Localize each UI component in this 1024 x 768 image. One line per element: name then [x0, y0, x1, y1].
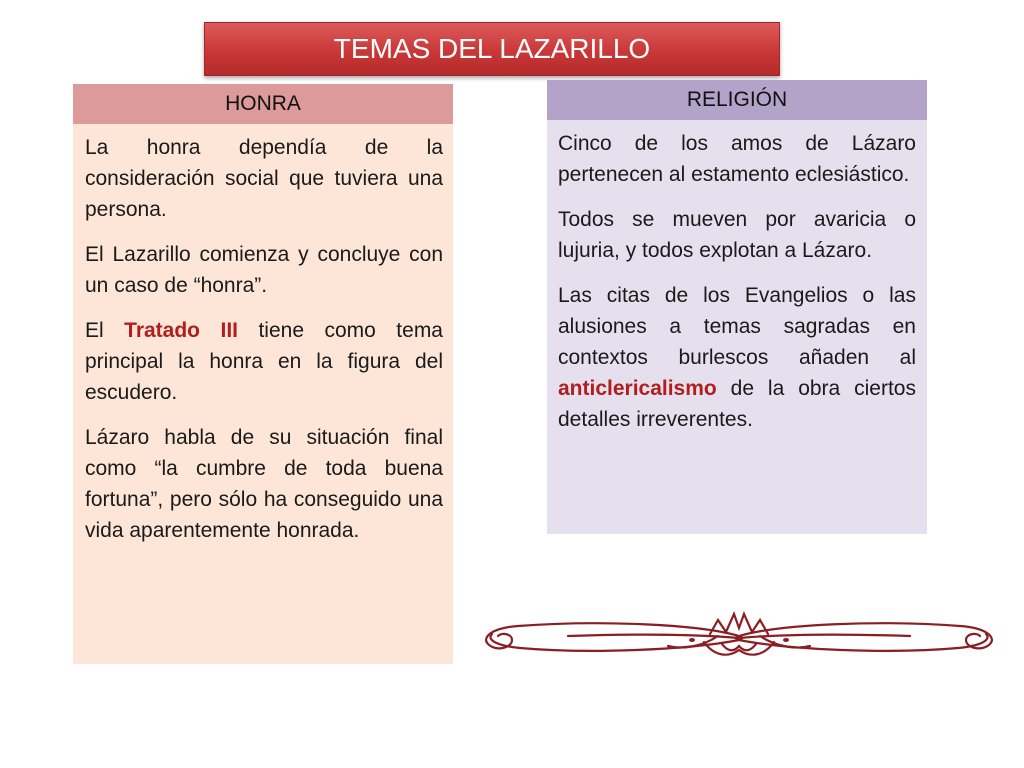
religion-paragraph-2: Todos se mueven por avaricia o lujuria, y todos explotan a Lázaro. [558, 208, 916, 262]
religion-p3-text-after: de la obra ciertos detalles irreverentes. [558, 377, 916, 431]
flourish-divider-icon [478, 606, 1000, 664]
religion-paragraph-3 [558, 280, 916, 435]
honra-paragraph-1: La honra dependía de la consideración social que tuviera una persona. [85, 136, 443, 221]
religion-paragraph-1: Cinco de los amos de Lázaro pertenecen al estamento eclesiástico. [558, 132, 916, 186]
religion-panel [547, 80, 927, 534]
honra-body [73, 124, 453, 664]
honra-paragraph-3 [85, 315, 443, 408]
honra-paragraph-4: Lázaro habla de su situación final como “la cumbre de toda buena fortuna”, pero sólo ha conseguido una vida aparentemente honrada. [85, 426, 443, 542]
honra-p3-text-before: El [85, 319, 125, 342]
page-title: TEMAS DEL LAZARILLO [204, 22, 780, 76]
anticlericalismo-highlight: anticlericalismo [558, 377, 717, 400]
religion-header: RELIGIÓN [547, 80, 927, 120]
honra-paragraph-2: El Lazarillo comienza y concluye con un caso de “honra”. [85, 243, 443, 297]
honra-panel [73, 84, 453, 664]
religion-body [547, 120, 927, 534]
religion-p3-text-before: Las citas de los Evangelios o las alusiones a temas sagradas en contextos burlescos añaden al [558, 284, 916, 369]
tratado-iii-highlight: Tratado III [124, 319, 238, 342]
honra-header: HONRA [73, 84, 453, 124]
honra-p3-text-after: tiene como tema principal la honra en la figura del escudero. [85, 319, 443, 404]
